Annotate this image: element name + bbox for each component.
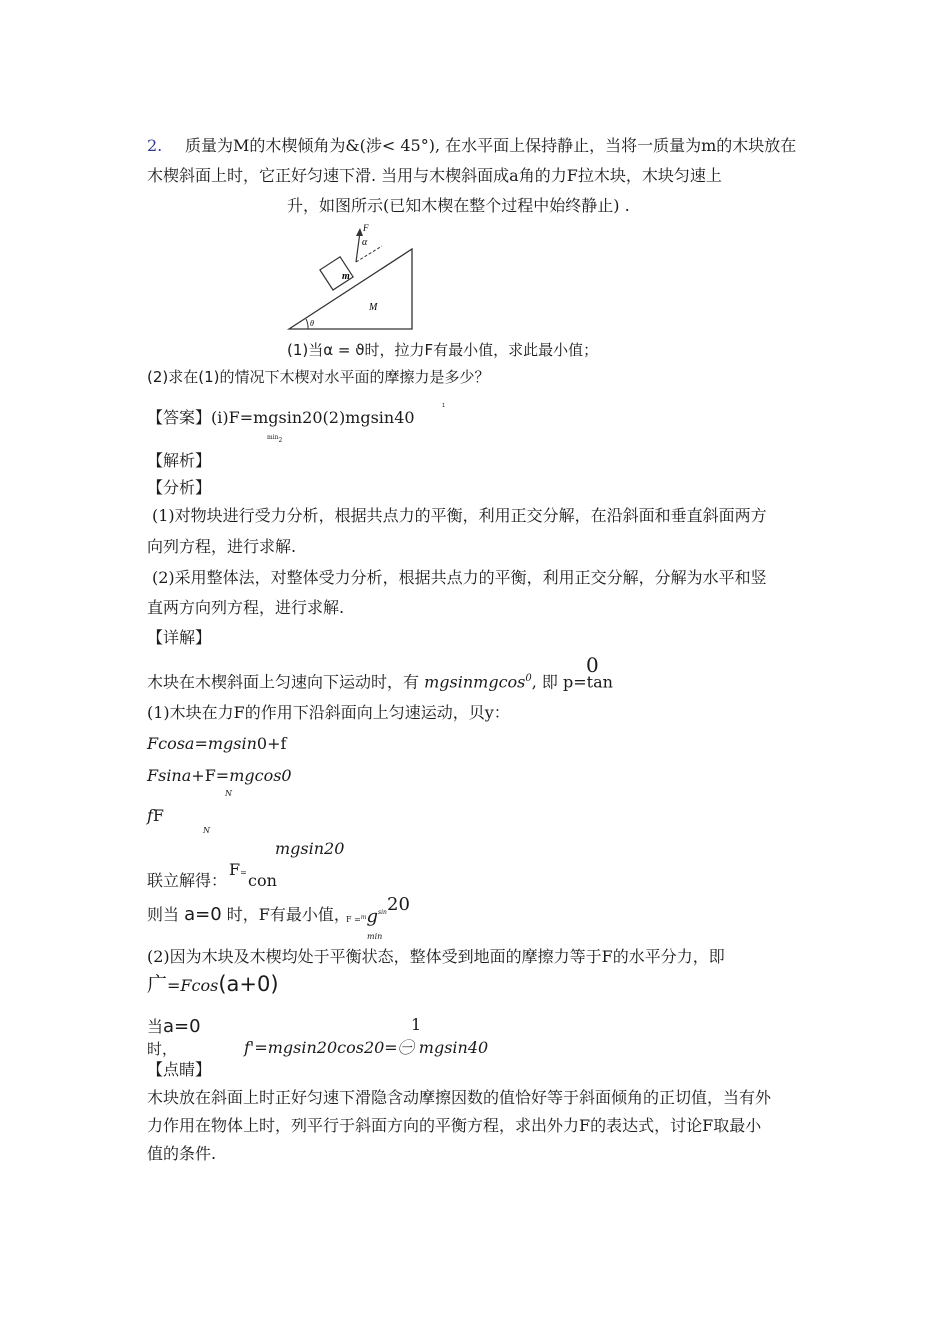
when-a0: 当a=0	[147, 1016, 201, 1037]
dianjing-line-2: 力作用在物体上时，列平行于斜面方向的平衡方程，求出外力F的表达式，讨论F取最小	[147, 1116, 762, 1135]
final-result: f'=mgsin20cos20=㊀ mgsin40	[244, 1038, 489, 1057]
detail-when: 则当 a=0 时，F有最小值，	[147, 904, 350, 925]
section-xiangjie: 【详解】	[147, 628, 212, 647]
detail-part-2: (2)因为木块及木楔均处于平衡状态，整体受到地面的摩擦力等于F的水平分力，即	[147, 947, 725, 966]
fenxi-2b: 直两方向列方程，进行求解.	[147, 598, 345, 617]
dashed-line	[356, 246, 382, 262]
incline-figure	[286, 220, 416, 332]
force-arrow	[356, 232, 360, 262]
force-arrow-head	[356, 228, 363, 236]
theta-arc	[306, 319, 308, 329]
equation-3: fF	[147, 806, 165, 825]
con-text: con	[248, 871, 277, 890]
label-theta: θ	[310, 319, 314, 328]
question-part-1: (1)当α = ϑ时，拉力F有最小值，求此最小值；	[287, 341, 599, 359]
detail-line-2: (1)木块在力F的作用下沿斜面向上匀速运动，贝y：	[147, 703, 510, 722]
equation-2-sub: N	[225, 789, 232, 798]
F-min-sub: min	[367, 932, 383, 941]
fenxi-1a: (1)对物块进行受力分析，根据共点力的平衡，利用正交分解，在沿斜面和垂直斜面两方	[152, 506, 767, 525]
dianjing-line-3: 值的条件.	[147, 1144, 217, 1163]
section-fenxi: 【分析】	[147, 478, 212, 497]
friction-equation: 广=Fcos(a+0)	[147, 972, 279, 996]
question-line-2: 木楔斜面上时，它正好匀速下滑. 当用与木楔斜面成a角的力F拉木块，木块匀速上	[147, 166, 722, 185]
section-dianjing: 【点睛】	[147, 1060, 212, 1079]
equation-1: Fcosa=mgsin0+f	[147, 734, 287, 753]
F-label: F=	[229, 860, 247, 879]
question-number: 2.	[147, 136, 163, 155]
label-m: m	[342, 271, 350, 282]
label-M: M	[369, 302, 378, 313]
fraction-one: 1	[411, 1015, 422, 1034]
fenxi-1b: 向列方程，进行求解.	[147, 537, 297, 556]
equation-3-sub: N	[203, 826, 210, 835]
wedge-triangle	[289, 249, 412, 329]
equation-2: Fsina+F=mgcos0	[147, 766, 292, 785]
answer-sub: min2	[267, 434, 283, 444]
when-shi: 时，	[147, 1040, 178, 1058]
fenxi-2a: (2)采用整体法，对整体受力分析，根据共点力的平衡，利用正交分解，分解为水平和竖	[152, 568, 767, 587]
question-part-2: (2)求在(1)的情况下木楔对水平面的摩擦力是多少？	[147, 368, 490, 386]
detail-line-1-zero: 0	[586, 653, 599, 677]
question-line-3: 升，如图所示(已知木楔在整个过程中始终静止) .	[287, 196, 630, 215]
F-min-expression: $F =mg^{sin}$	[346, 906, 387, 927]
fraction-top: mgsin20	[275, 839, 345, 858]
answer-mark: 1	[442, 403, 446, 409]
answer-text: 【答案】(i)F=mgsin20(2)mgsin40	[147, 408, 415, 427]
section-jiexi: 【解析】	[147, 451, 212, 470]
F-min-20: 20	[387, 894, 410, 915]
dianjing-line-1: 木块放在斜面上时正好匀速下滑隐含动摩擦因数的值恰好等于斜面倾角的正切值，当有外	[147, 1088, 772, 1107]
label-alpha: α	[362, 237, 368, 248]
lianli-label: 联立解得：	[147, 871, 228, 890]
label-F: F	[363, 223, 369, 233]
detail-line-1: 木块在木楔斜面上匀速向下运动时，有 mgsinmgcos$^0$, 即 p=tan	[147, 672, 613, 692]
question-line-1: 质量为M的木楔倾角为&(涉< 45°), 在水平面上保持静止，当将一质量为m的木块放在	[185, 136, 797, 155]
